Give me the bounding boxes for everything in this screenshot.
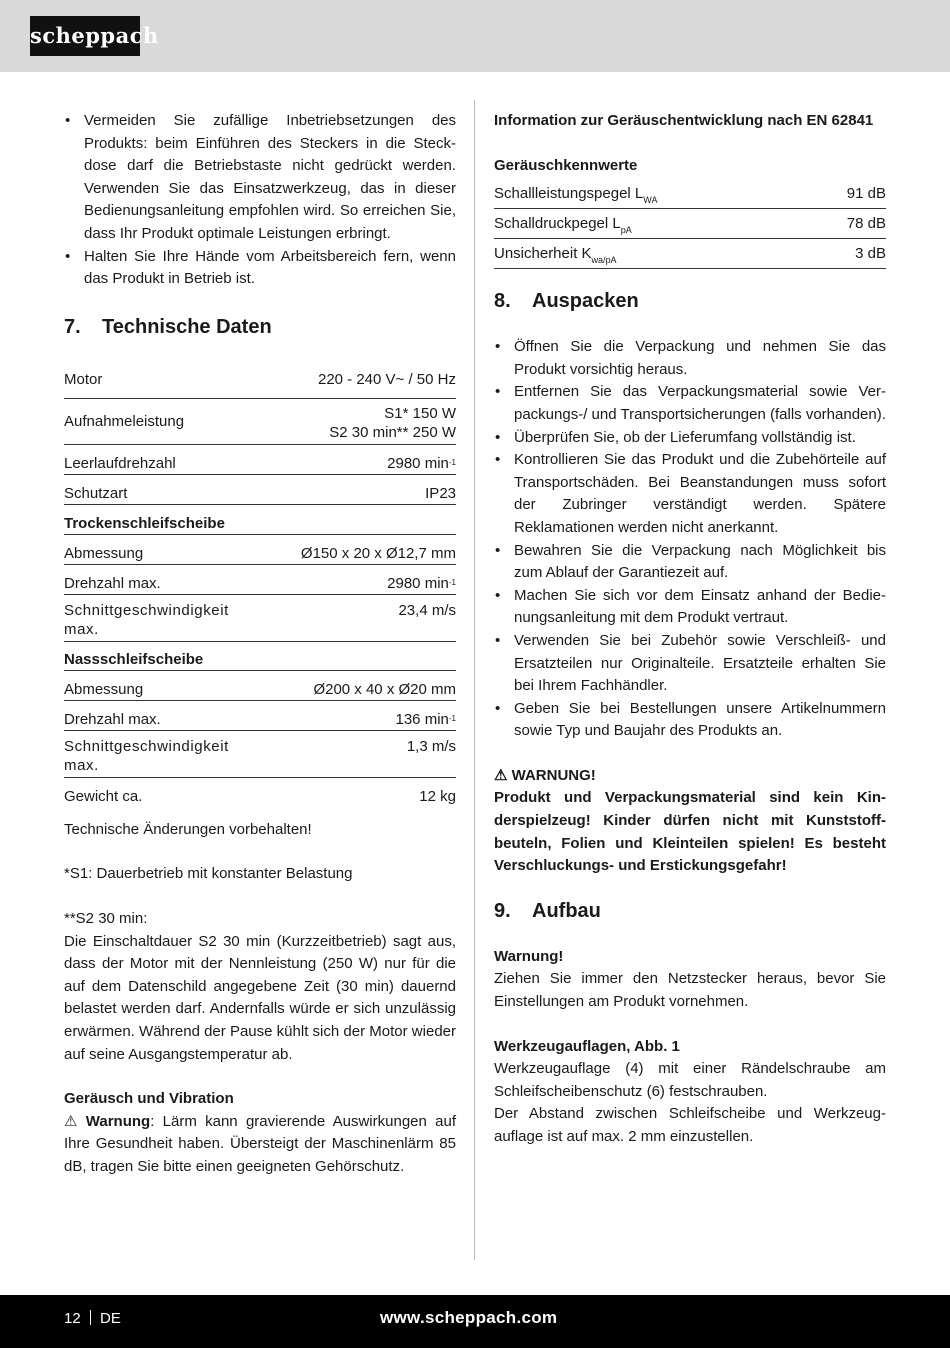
section-heading-assembly <box>494 898 886 924</box>
row-label <box>494 209 810 239</box>
row-value <box>264 444 456 474</box>
row-value <box>264 398 456 444</box>
section-title: Technische Daten <box>102 315 272 338</box>
list-item: • Vermeiden Sie zufällige Inbetriebsetzungen des Produkts: beim Einführen des Steckers in die Steckdose darf die Betriebstaste nicht gedrückt werden. Verwenden Sie das Einsatzwerkzeug, das in dieser Bedienungsanleitung empfohlen wird. So erreichen Sie, dass Ihr Produkt optimale Leistungen erbringt. <box>64 110 456 246</box>
page-footer <box>0 1295 950 1348</box>
row-value: 1,3 m/s <box>264 730 456 777</box>
row-value-line: S1* 150 W <box>384 404 456 422</box>
row-value: IP23 <box>264 474 456 504</box>
row-label <box>494 239 810 269</box>
tool-rest-text: Der Abstand zwischen Schleifscheibe und Werkzeugauflage ist auf max. 2 mm einzustellen. <box>494 1105 886 1145</box>
table-row <box>494 239 886 269</box>
noise-values-table <box>494 181 886 269</box>
label-subscript: WA <box>643 195 658 206</box>
noise-info-heading: Information zur Geräuschentwicklung nach EN 62841 <box>494 112 874 129</box>
footer-separator <box>90 1310 91 1325</box>
section-number: 7. <box>64 315 81 338</box>
row-value: 12 kg <box>419 787 456 805</box>
scheppach-logo: scheppach <box>30 16 140 56</box>
row-label <box>494 181 810 209</box>
safety-bullet-list <box>64 110 456 291</box>
list-item: • Machen Sie sich vor dem Einsatz anhand der Bedienungsanleitung mit dem Produkt vertraut. <box>494 585 886 630</box>
row-label: Schnittgeschwindigkeit max. <box>64 730 264 777</box>
noise-vibration-heading: Geräusch und Vibration <box>64 1090 234 1108</box>
row-label: Gewicht ca. <box>64 787 143 805</box>
table-row <box>494 181 886 209</box>
row-label: Abmessung <box>64 534 264 564</box>
s1-note: *S1: Dauerbetrieb mit konstanter Belastung <box>64 865 353 883</box>
label-text: Schallleistungspegel L <box>494 185 644 203</box>
warning-triangle-icon: ⚠ <box>494 766 508 784</box>
warning-label: Warnung <box>85 1112 151 1130</box>
page-number-value: 12 <box>64 1310 81 1327</box>
table-row <box>64 670 456 700</box>
row-value: 23,4 m/s <box>264 594 456 641</box>
section-heading-unpacking <box>494 288 886 314</box>
row-label: Leerlaufdrehzahl <box>64 444 264 474</box>
label-text: Unsicherheit K <box>494 245 592 263</box>
value-exponent: -1 <box>448 577 456 587</box>
row-value <box>264 700 456 730</box>
unpacking-bullet-list <box>494 336 886 743</box>
technical-data-table <box>64 370 456 807</box>
table-row <box>64 504 456 534</box>
value-exponent: -1 <box>448 713 456 723</box>
row-label: Schnittgeschwindigkeit max. <box>64 594 264 641</box>
s2-text: Die Einschaltdauer S2 30 min (Kurzzeitbetrieb) sagt aus, dass der Motor mit der Nennleistung (250 W) nur für die auf dem Datenschild angegebene Zeit (30 min) dauernd belastet werden darf. Andernfalls würde er sich unzulässig erwärmen. Während der Pause kühlt sich der Motor wieder auf seine Ausgangstemperatur ab. <box>64 932 456 1063</box>
right-column <box>494 110 886 1149</box>
row-value: 220 - 240 V~ / 50 Hz <box>264 370 456 399</box>
row-label: Drehzahl max. <box>64 700 264 730</box>
assembly-warning-heading: Warnung! <box>494 947 564 965</box>
list-item: • Verwenden Sie bei Zubehör sowie Verschleiß- und Ersatzteilen nur Originalteile. Ersatzteile erhalten Sie bei Ihrem Fachhändler. <box>494 630 886 698</box>
page-header <box>0 0 950 72</box>
assembly-warning-text: Ziehen Sie immer den Netzstecker heraus, bevor Sie Einstellungen am Produkt vornehmen. <box>494 970 886 1011</box>
table-row <box>64 641 456 670</box>
s2-heading: **S2 30 min: <box>64 909 148 927</box>
list-item: • Bewahren Sie die Verpackung nach Möglichkeit bis zum Ablauf der Garantiezeit auf. <box>494 540 886 585</box>
table-row <box>64 474 456 504</box>
noise-values-heading: Geräuschkennwerte <box>494 156 638 174</box>
changes-note: Technische Änderungen vorbehalten! <box>64 820 312 838</box>
table-row <box>64 594 456 641</box>
warning-text: Produkt und Verpackungsmaterial sind kein Kinderspielzeug! Kinder dürfen nicht mit Kunststoffbeuteln, Folien und Kleinteilen spielen! Es besteht Verschluckungs- und Erstickungsgefahr! <box>494 789 886 875</box>
list-item: • Entfernen Sie das Verpackungsmaterial sowie Verpackungs-/ und Transportsicherungen (falls vorhanden). <box>494 381 886 426</box>
row-value: 3 dB <box>810 239 886 269</box>
table-row <box>64 534 456 564</box>
row-value-line: S2 30 min** 250 W <box>329 423 456 441</box>
row-value: 78 dB <box>810 209 886 239</box>
section-heading-technical-data <box>64 314 456 340</box>
table-row <box>494 209 886 239</box>
value-text: 2980 min <box>387 454 449 472</box>
row-label: Abmessung <box>64 670 264 700</box>
table-subheading: Nassschleifscheibe <box>64 641 456 670</box>
row-value <box>264 564 456 594</box>
table-subheading: Trockenschleifscheibe <box>64 504 456 534</box>
tool-rest-text: Werkzeugauflage (4) mit einer Rändelschraube am Schleifscheibenschutz (6) festschrauben. <box>494 1060 886 1100</box>
language-code: DE <box>100 1310 121 1327</box>
list-item: • Geben Sie bei Bestellungen unsere Artikelnummern sowie Typ und Baujahr des Produkts an. <box>494 698 886 743</box>
column-divider <box>474 100 475 1260</box>
row-value: Ø150 x 20 x Ø12,7 mm <box>264 534 456 564</box>
section-number: 8. <box>494 290 511 313</box>
label-subscript: pA <box>620 225 632 236</box>
table-row <box>64 564 456 594</box>
warning-text: : Lärm kann gravierende Auswirkungen auf Ihre Gesundheit haben. Übersteigt der Maschinenlärm 85 dB, tragen Sie bitte einen geeigneten Gehörschutz. <box>64 1112 456 1175</box>
warning-triangle-icon: ⚠ <box>64 1112 78 1130</box>
table-row <box>64 370 456 399</box>
label-subscript: wa/pA <box>591 255 617 266</box>
website-link[interactable]: www.scheppach.com <box>380 1308 558 1327</box>
row-value: Ø200 x 40 x Ø20 mm <box>264 670 456 700</box>
list-item: • Kontrollieren Sie das Produkt und die Zubehörteile auf Transportschäden. Bei Beanstandungen muss sofort der Zubringer verständigt werden. Spätere Reklamationen werden nicht anerkannt. <box>494 449 886 539</box>
section-title: Aufbau <box>532 899 601 922</box>
table-row <box>64 444 456 474</box>
list-item: • Überprüfen Sie, ob der Lieferumfang vollständig ist. <box>494 427 886 450</box>
section-number: 9. <box>494 899 511 922</box>
list-item: • Halten Sie Ihre Hände vom Arbeitsbereich fern, wenn das Produkt in Betrieb ist. <box>64 246 456 291</box>
row-label: Schutzart <box>64 474 264 504</box>
row-label: Drehzahl max. <box>64 564 264 594</box>
row-label: Motor <box>64 370 264 399</box>
value-exponent: -1 <box>448 457 456 467</box>
tool-rest-heading: Werkzeugauflagen, Abb. 1 <box>494 1037 680 1055</box>
table-row <box>64 398 456 444</box>
value-text: 2980 min <box>387 574 449 592</box>
value-text: 136 min <box>395 710 449 728</box>
left-column <box>64 110 456 1178</box>
table-row <box>64 700 456 730</box>
warning-heading <box>494 765 886 788</box>
list-item: • Öffnen Sie die Verpackung und nehmen Sie das Produkt vorsichtig heraus. <box>494 336 886 381</box>
noise-warning <box>64 1111 456 1179</box>
row-value: 91 dB <box>810 181 886 209</box>
row-label: Aufnahmeleistung <box>64 398 264 444</box>
section-title: Auspacken <box>532 290 639 313</box>
warning-label: WARNUNG! <box>511 766 596 784</box>
table-row <box>64 730 456 777</box>
page-number <box>64 1310 121 1327</box>
label-text: Schalldruckpegel L <box>494 215 621 233</box>
table-row <box>64 777 456 807</box>
